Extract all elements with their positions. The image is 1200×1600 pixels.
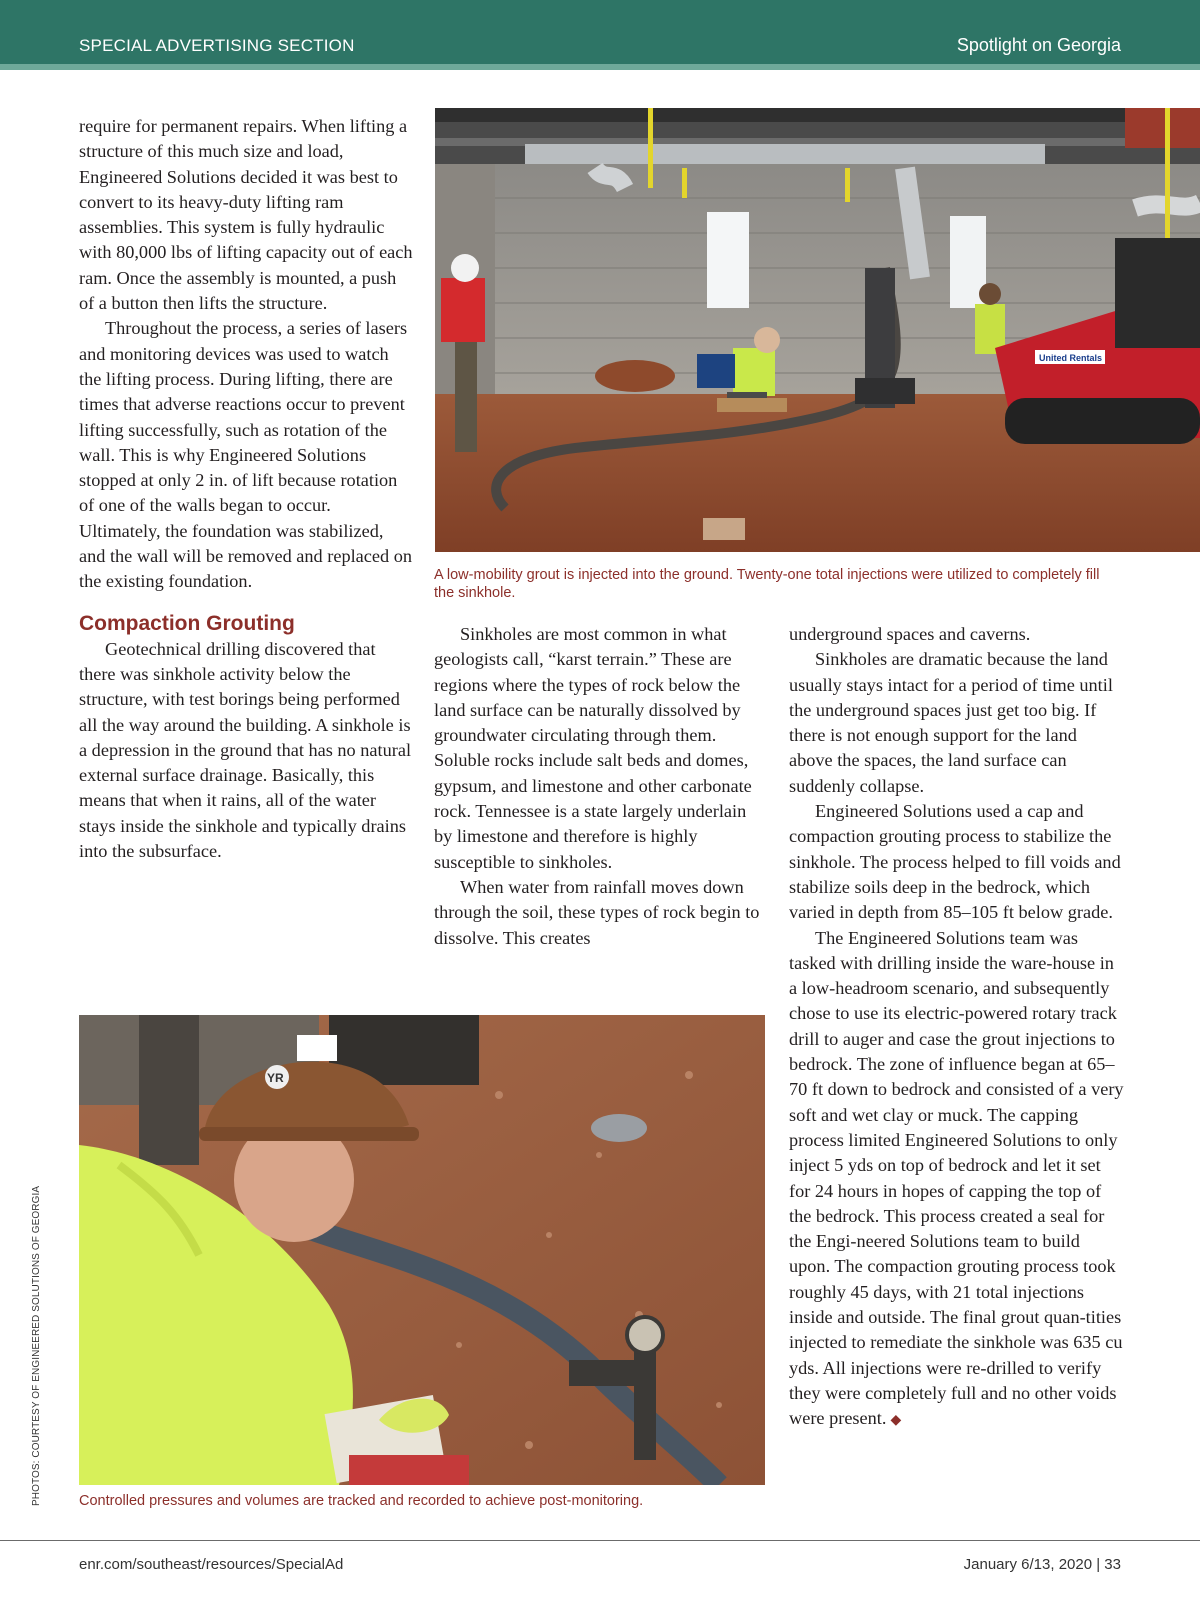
- end-of-article-mark: ◆: [890, 1413, 902, 1429]
- text-column-3: [789, 622, 1124, 1434]
- paragraph: [789, 926, 1124, 1434]
- photo1-caption: A low-mobility grout is injected into the ground. Twenty-one total injections were utilized to completely fill the sinkhole.: [434, 567, 1100, 601]
- paragraph: Geotechnical drilling discovered that there was sinkhole activity below the structure, with test borings being performed all the way around the building. A sinkhole is a depression in the ground that has no natural external surface drainage. Basically, this means that when it rains, all of the water stays inside the sinkhole and typically drains into the subsurface.: [79, 638, 412, 862]
- header-stripe: [0, 64, 1200, 70]
- paragraph: require for permanent repairs. When lifting a structure of this much size and load, Engineered Solutions decided it was best to convert to its heavy-duty lifting ram assemblies. This system is fully hydraulic with 80,000 lbs of lifting capacity out of each ram. Once the assembly is mounted, a push of a button then lifts the structure.: [79, 116, 413, 314]
- photo-worker-recording: [79, 1015, 765, 1485]
- subheading-compaction-grouting: Compaction Grouting: [79, 611, 295, 635]
- helmet-label: YR: [267, 1071, 284, 1085]
- photo-grout-injection: [435, 108, 1200, 552]
- paragraph: Throughout the process, a series of lasers and monitoring devices was used to watch the lifting process. During lifting, there are times that adverse reactions occur to prevent lifting successfully, such as rotation of the wall. This is why Engineered Solutions stopped at only 2 in. of lift because rotation of one of the walls began to occur. Ultimately, the foundation was stabilized, and the wall will be removed and replaced on the existing foundation.: [79, 318, 412, 592]
- text-column-2: [434, 622, 769, 951]
- paragraph: When water from rainfall moves down through the soil, these types of rock begin to dissolve. This creates: [434, 876, 760, 948]
- paragraph: Engineered Solutions used a cap and compaction grouting process to stabilize the sinkhole. The process helped to fill voids and stabilize soils deep in the bedrock, which varied in depth from 85–105 ft below grade.: [789, 801, 1121, 923]
- photo2-caption: Controlled pressures and volumes are tracked and recorded to achieve post-monitoring.: [79, 1493, 644, 1509]
- section-label: SPECIAL ADVERTISING SECTION: [79, 36, 355, 55]
- footer-date-page: January 6/13, 2020 | 33: [963, 1556, 1121, 1573]
- equipment-label: United Rentals: [1039, 353, 1103, 363]
- spotlight-label: Spotlight on Georgia: [956, 35, 1121, 55]
- footer-divider: [0, 1540, 1200, 1541]
- paragraph: Sinkholes are most common in what geologists call, “karst terrain.” These are regions where the types of rock below the land surface can be naturally dissolved by groundwater circulating through them. Soluble rocks include salt beds and domes, gypsum, and limestone and other carbonate rock. Tennessee is a state largely underlain by limestone and therefore is highly susceptible to sinkholes.: [434, 624, 752, 872]
- text-column-1: [79, 114, 414, 864]
- paragraph: underground spaces and caverns.: [789, 624, 1031, 644]
- paragraph: Sinkholes are dramatic because the land usually stays intact for a period of time until the underground spaces just get too big. If there is not enough support for the land above the spaces, the land surface can suddenly collapse.: [789, 649, 1113, 796]
- footer-url: enr.com/southeast/resources/SpecialAd: [79, 1556, 344, 1573]
- paragraph-text: The Engineered Solutions team was tasked with drilling inside the ware-house in a low-headroom scenario, and subsequently chose to use its electric-powered rotary track drill to auger and case the grout injections to bedrock. The zone of influence began at 65–70 ft down to bedrock and consisted of a very soft and wet clay or muck. The capping process limited Engineered Solutions to only inject 5 yds on top of bedrock and let it set for 24 hours in hopes of capping the top of the bedrock. This process created a seal for the Engi-neered Solutions team to build upon. The compaction grouting process took roughly 45 days, with 21 total injections inside and outside. The final grout quan-tities injected to remediate the sinkhole was 635 cu yds. All injections were re-drilled to verify they were completely full and no other voids were present.: [789, 927, 1124, 1429]
- photo-credit: PHOTOS: COURTESY OF ENGINEERED SOLUTIONS OF GEORGIA: [31, 1185, 42, 1506]
